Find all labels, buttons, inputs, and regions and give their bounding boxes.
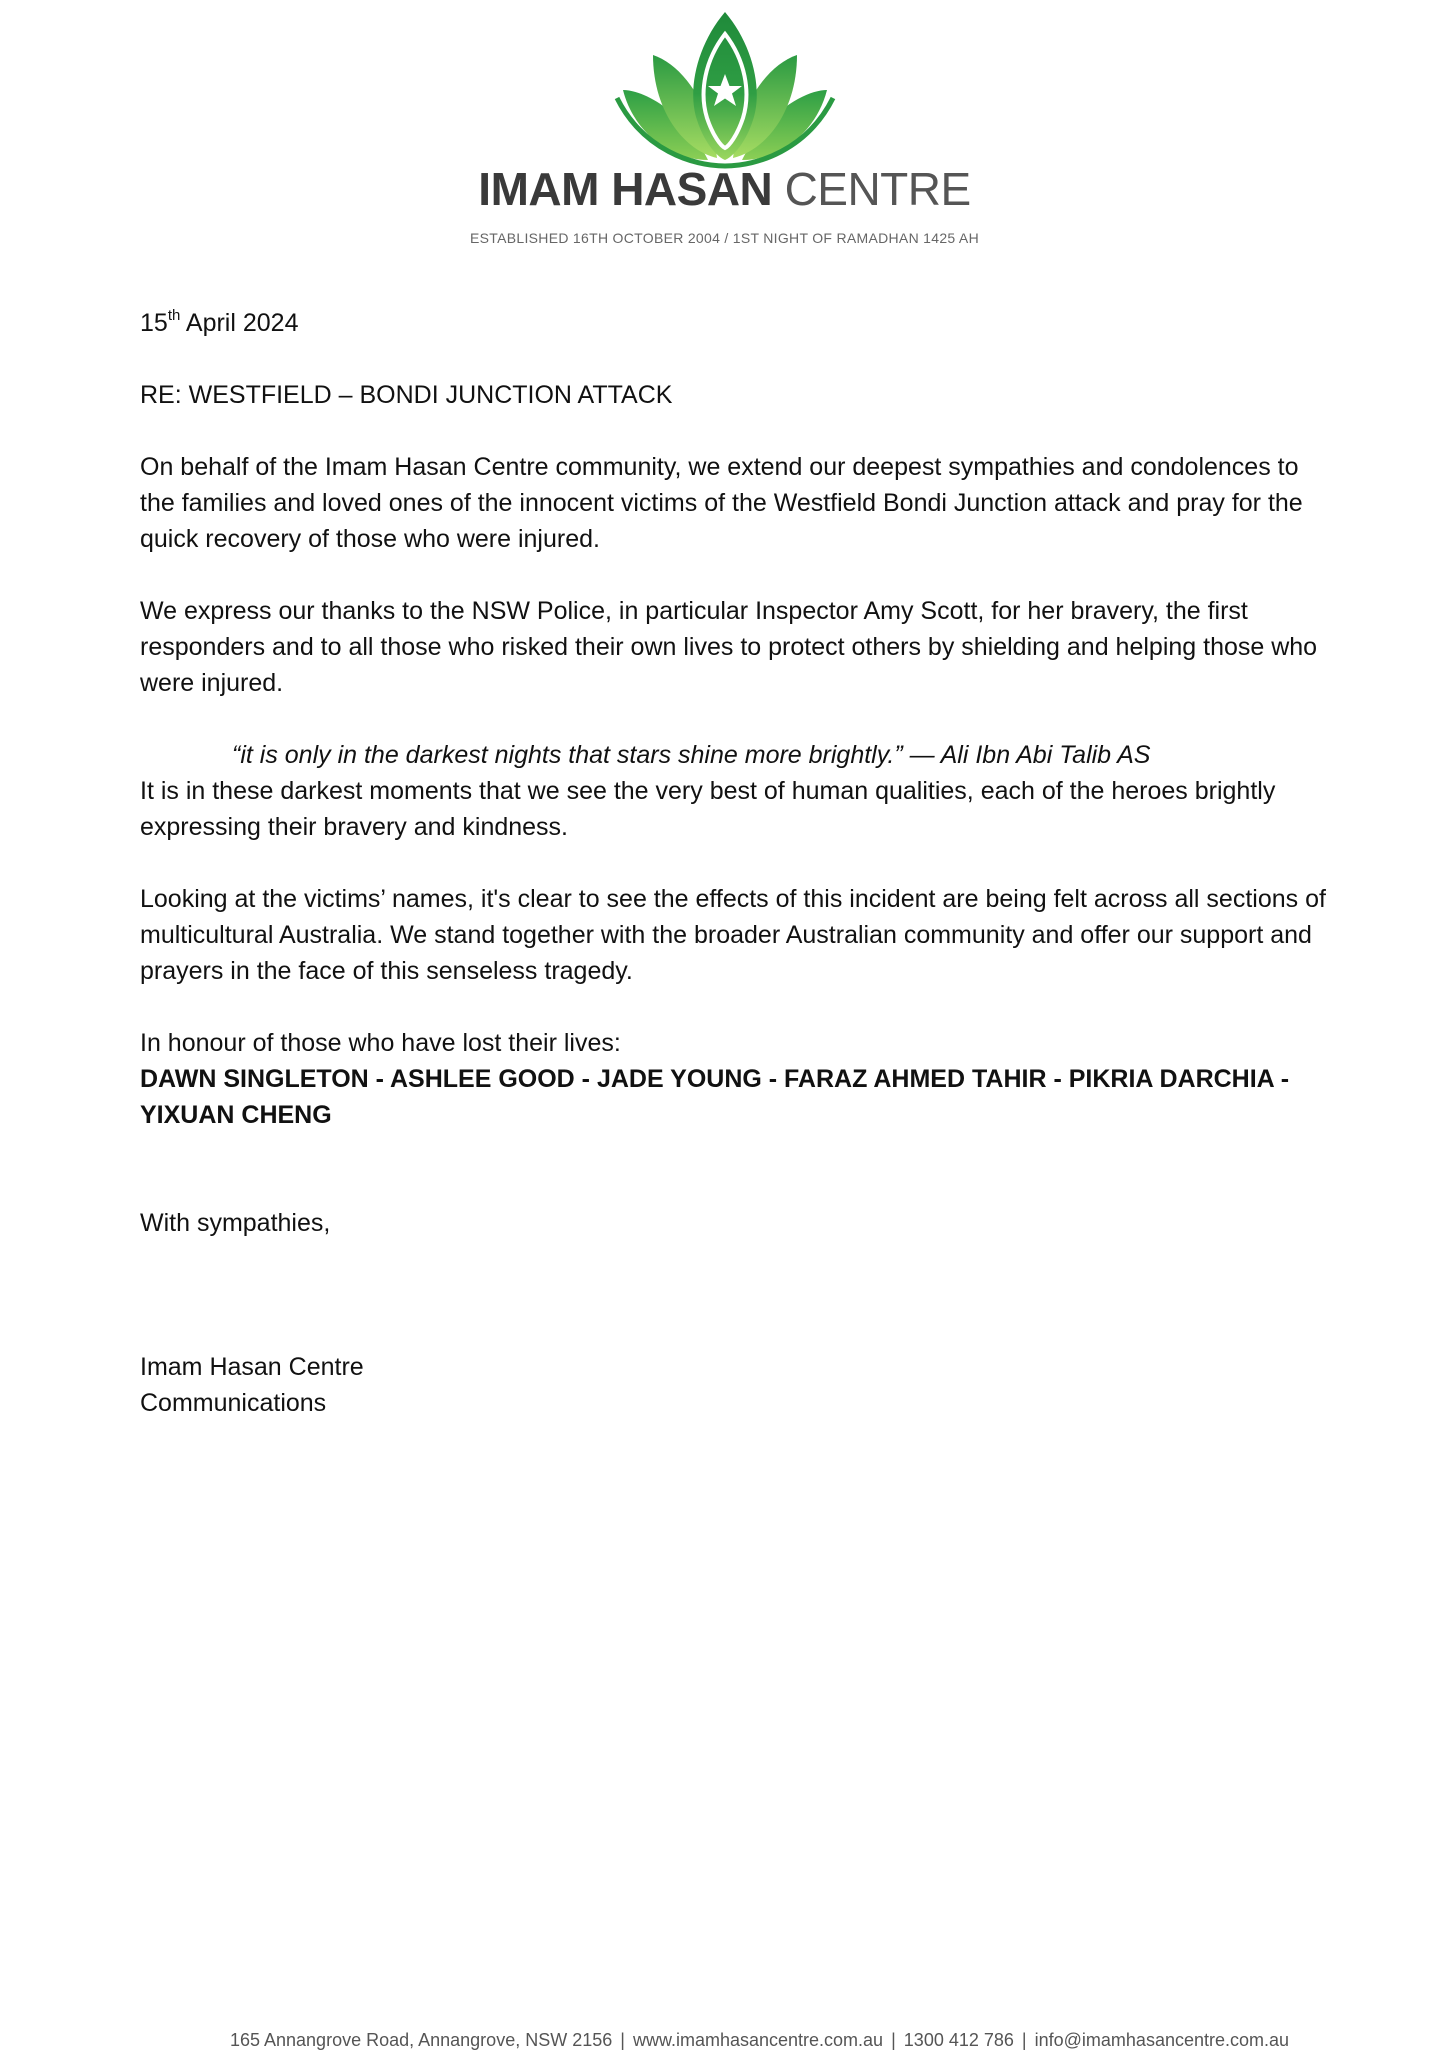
- footer-email[interactable]: info@imamhasancentre.com.au: [1034, 2030, 1290, 2050]
- signature-org: Imam Hasan Centre: [140, 1353, 364, 1381]
- letter-date: [140, 305, 1340, 341]
- footer-phone: 1300 412 786: [903, 2030, 1014, 2050]
- date-suffix: th: [167, 306, 181, 324]
- paragraph-heroes: It is in these darkest moments that we see the very best of human qualities, each of the heroes brightly expressing their bravery and kindness.: [140, 777, 1276, 841]
- honour-section: [140, 1025, 1340, 1133]
- victim-names: DAWN SINGLETON - ASHLEE GOOD - JADE YOUNG - FARAZ AHMED TAHIR - PIKRIA DARCHIA - YIXUAN CHENG: [140, 1065, 1290, 1129]
- footer-separator: |: [620, 2030, 625, 2050]
- signature-block: [140, 1349, 1340, 1421]
- organization-name: [0, 163, 1449, 215]
- paragraph-sympathies: On behalf of the Imam Hasan Centre community, we extend our deepest sympathies and condolences to the families and loved ones of the innocent victims of the Westfield Bondi Junction attack and pray for the quick recovery of those who were injured.: [140, 453, 1303, 553]
- paragraph-thanks: We express our thanks to the NSW Police, in particular Inspector Amy Scott, for her bravery, the first responders and to all those who risked their own lives to protect others by shielding and helping those who were injured.: [140, 597, 1318, 697]
- letter-subject: RE: WESTFIELD – BONDI JUNCTION ATTACK: [140, 381, 673, 409]
- footer-website[interactable]: www.imamhasancentre.com.au: [632, 2030, 884, 2050]
- footer-separator: |: [891, 2030, 896, 2050]
- quote-block: [140, 737, 1340, 845]
- established-tagline: ESTABLISHED 16TH OCTOBER 2004 / 1ST NIGHT OF RAMADHAN 1425 AH: [470, 230, 979, 246]
- footer-address: 165 Annangrove Road, Annangrove, NSW 2156: [229, 2030, 613, 2050]
- footer-separator: |: [1021, 2030, 1027, 2050]
- lotus-logo-icon: [613, 10, 837, 170]
- quote: “it is only in the darkest nights that stars shine more brightly.” — Ali Ibn Abi Talib AS: [232, 741, 1151, 769]
- date-rest: April 2024: [180, 309, 299, 337]
- date-day: 15: [140, 309, 168, 337]
- paragraph-victims: Looking at the victims’ names, it's clear to see the effects of this incident are being felt across all sections of multicultural Australia. We stand together with the broader Australian community and offer our support and prayers in the face of this senseless tragedy.: [140, 885, 1326, 985]
- letterhead-logo: [0, 10, 1449, 170]
- org-name-bold: IMAM HASAN: [478, 163, 773, 215]
- signature-dept: Communications: [140, 1389, 327, 1417]
- closing-line: With sympathies,: [140, 1209, 331, 1237]
- org-name-light: CENTRE: [784, 163, 971, 215]
- honour-intro: In honour of those who have lost their lives:: [140, 1029, 621, 1057]
